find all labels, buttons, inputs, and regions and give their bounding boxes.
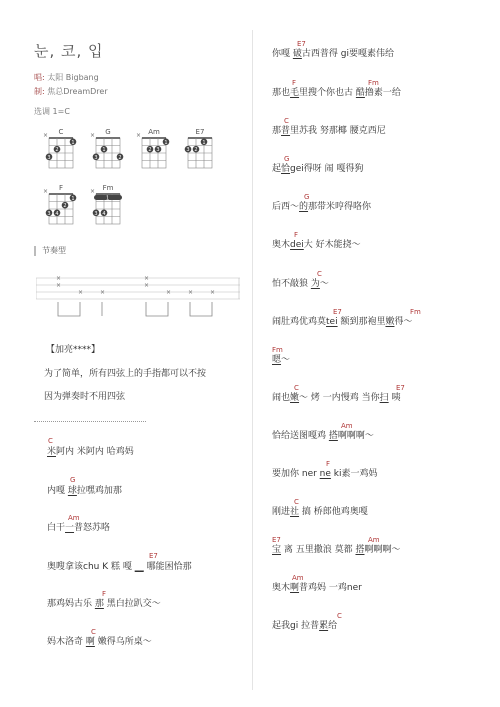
note-line-2: 因为弹奏时不用四弦 [44,392,126,402]
lyric-line: 起我gi 拉普累给 [272,621,338,631]
chord-label: F [326,460,331,468]
chord-label: Fm [272,346,283,354]
lyric-line: 奥木啊普鸡妈 一鸡ner [272,583,362,593]
chord-diagram-am [136,132,169,168]
chord-label: C [317,270,322,278]
chord-label: G [70,476,76,484]
svg-text:×: × [166,289,172,296]
maker-name: 焦总DreamDrer [47,87,108,96]
chord-label: E7 [272,536,281,544]
lyric-line: 嗯～ [272,355,291,365]
svg-text:2: 2 [118,154,122,161]
key-selection: 选调 1=C [34,107,70,116]
lyric-line: 那鸡妈古乐 那 黑白拉趴交～ [47,599,161,609]
singer-name: 太阳 Bigbang [47,73,99,82]
chord-name-e7: E7 [195,128,205,136]
chord-label: C [48,437,53,445]
chord-label: C [337,612,342,620]
svg-text:×: × [210,289,216,296]
chord-label: Am [368,536,380,544]
svg-text:1: 1 [71,139,75,146]
lyric-line: 宝 离 五里撒浪 莫都 搭啊啊啊～ [272,545,401,555]
svg-text:×: × [144,282,150,289]
svg-text:3: 3 [186,147,190,154]
chord-diagrams [0,0,252,240]
lyric-line: 内嘎 球拉嘿鸡加那 [47,486,122,496]
svg-text:2: 2 [148,147,152,154]
chord-label: E7 [333,308,342,316]
lyric-line: 闹肚鸡优鸡莫tei 额到那袍里嫩得～ [272,317,413,327]
chord-label: Fm [368,79,379,87]
lyric-line: 恰给送图嘎鸡 搭啊啊啊～ [272,431,374,441]
lyric-line: 你嘎 破古西普得 gi要嘎素伟给 [272,49,394,59]
lyric-line: 妈木洛奇 啊 嫩得乌所桌～ [47,637,152,647]
chord-diagram-g [90,132,123,168]
svg-text:1: 1 [102,147,106,154]
chord-label: C [294,498,299,506]
chord-name-c: C [58,128,64,136]
chord-label: Am [68,514,80,522]
chord-name-fm: Fm [102,184,114,192]
lyric-line: 后西～的那带米哼得咯你 [272,202,372,212]
svg-text:×: × [144,275,150,282]
chord-label: Fm [410,308,421,316]
chord-label: C [284,117,289,125]
svg-text:×: × [100,289,106,296]
svg-text:×: × [90,132,96,139]
lyric-line: 刚进社 搞 桥郎他鸡奥嘎 [272,507,368,517]
chord-name-g: G [105,128,111,136]
column-divider [252,30,253,690]
chord-diagram-e7 [185,138,212,168]
chord-label: E7 [149,552,158,560]
chord-label: F [294,231,299,239]
singer-label: 唱: [34,73,45,82]
svg-text:1: 1 [71,195,75,202]
svg-text:×: × [90,188,96,195]
svg-text:1: 1 [106,195,110,202]
chord-label: F [102,590,107,598]
lyric-line: 那普里苏我 努那椰 腰克西尼 [272,126,386,136]
svg-text:×: × [78,289,84,296]
svg-text:1: 1 [164,139,168,146]
rhythm-tab [36,272,240,332]
svg-text:×: × [136,132,142,139]
svg-text:2: 2 [63,203,67,210]
chord-label: C [91,628,96,636]
chord-label: E7 [297,40,306,48]
svg-text:3: 3 [47,154,51,161]
svg-text:×: × [188,289,194,296]
song-title: 눈, 코, 입 [34,42,104,60]
note-line-1: 为了简单，所有四弦上的手指都可以不按 [44,369,207,379]
svg-text:4: 4 [102,210,106,217]
lyric-line: 那也毛里搜个你也古 酷撸素一给 [272,88,401,98]
chord-label: Am [292,574,304,582]
lyric-line: 米阿内 米阿内 哈鸡妈 [47,447,134,457]
section-divider [34,421,146,422]
svg-text:1: 1 [202,139,206,146]
chord-label: E7 [396,384,405,392]
lyric-line: 怕不敲狼 为～ [272,279,329,289]
rhythm-section-heading: 节奏型 [34,246,66,256]
svg-text:×: × [56,282,62,289]
lyric-line: 奥木dei大 好木能挠～ [272,240,361,250]
chord-label: C [294,384,299,392]
chord-label: Am [341,422,353,430]
maker-label: 制: [34,87,45,96]
svg-text:×: × [56,275,62,282]
svg-text:3: 3 [47,210,51,217]
lyric-line: 奥嗖拿该chu K 糕 嘎 __ 哪能困恰那 [47,562,192,572]
chord-label: F [292,79,297,87]
svg-text:×: × [43,132,49,139]
chord-name-am: Am [148,128,160,136]
chord-diagram-c [43,132,76,168]
lyric-line: 要加你 ner ne ki素一鸡妈 [272,469,378,479]
chord-diagram-fm [90,188,122,224]
svg-text:3: 3 [94,210,98,217]
chord-diagram-f [43,188,76,224]
svg-text:3: 3 [156,147,160,154]
svg-text:×: × [43,188,49,195]
svg-text:2: 2 [55,147,59,154]
svg-text:3: 3 [94,154,98,161]
highlight-tag: 【加亮****】 [46,345,101,355]
svg-text:4: 4 [55,210,59,217]
lyric-line: 起恰gei得呀 闹 嘎得狗 [272,164,364,174]
svg-text:2: 2 [194,147,198,154]
lyric-line: 白干一普怒苏咯 [47,523,111,533]
lyric-line: 闹也嫩～ 烤 一内慢鸡 当你扫 咦 [272,393,401,403]
chord-label: G [284,155,290,163]
chord-name-f: F [58,184,64,192]
chord-label: G [304,193,310,201]
